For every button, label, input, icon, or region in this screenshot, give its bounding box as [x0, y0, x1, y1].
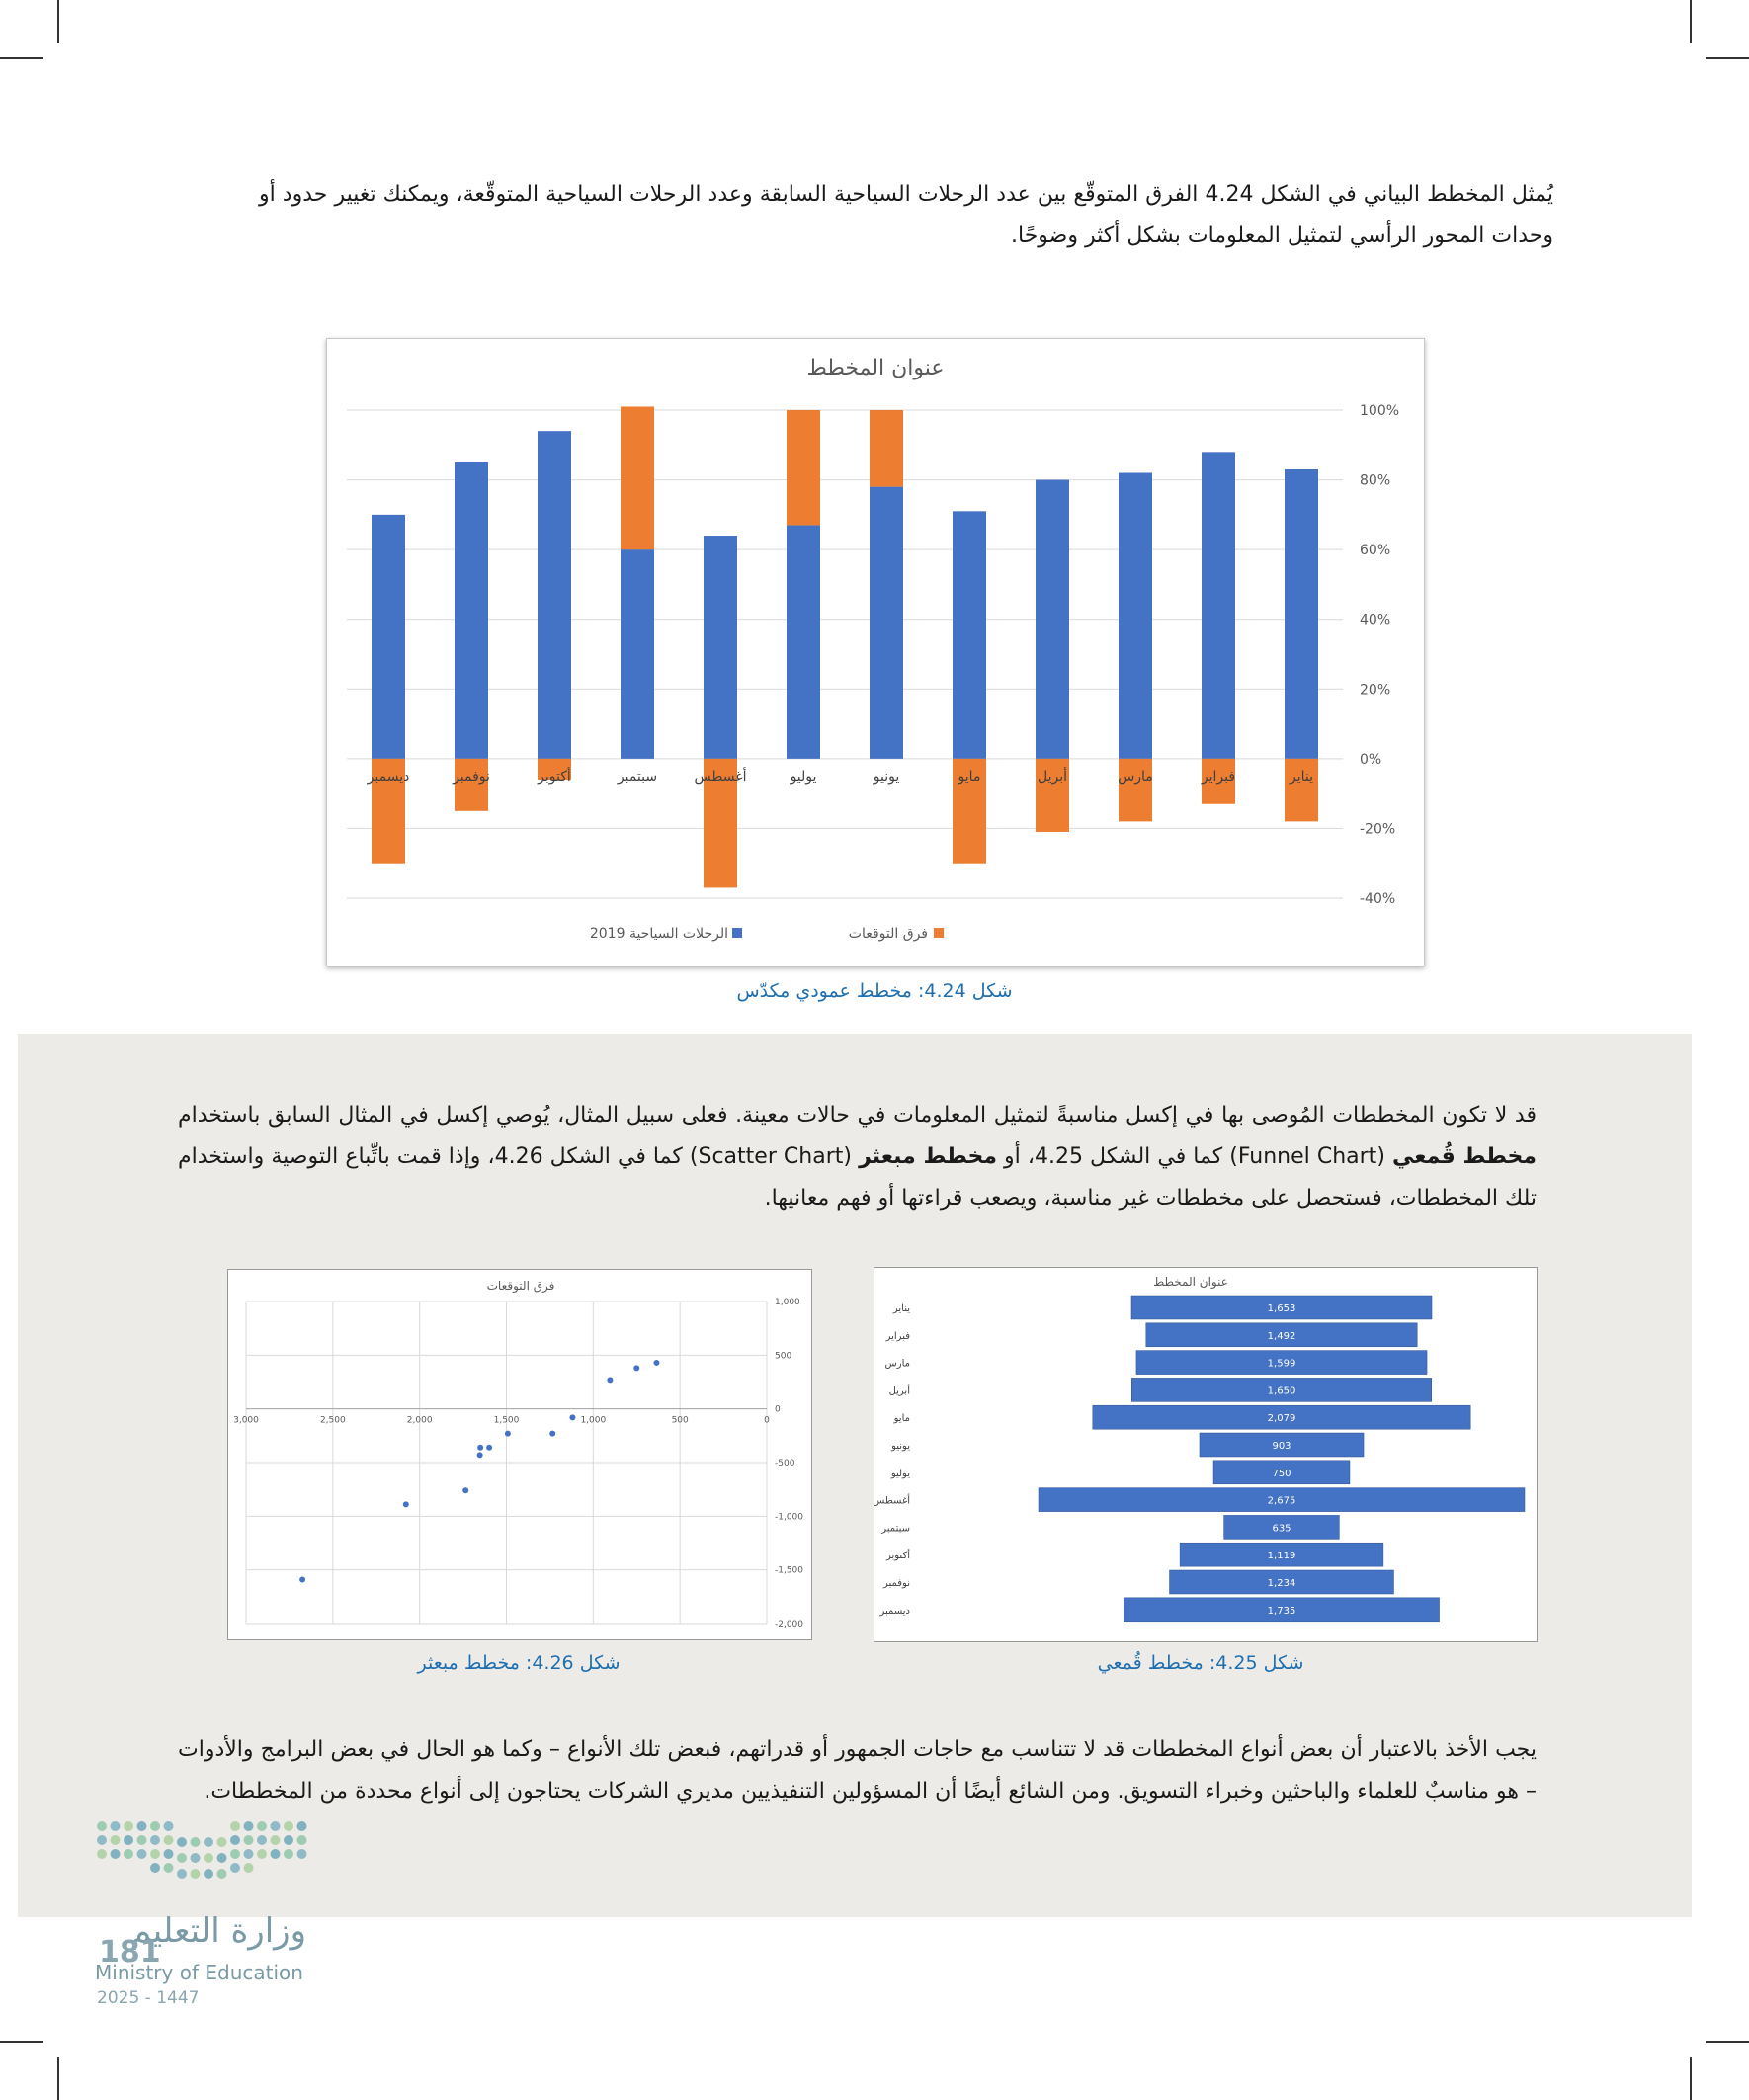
- scatter-point: [299, 1576, 305, 1582]
- scatter-point: [633, 1365, 639, 1371]
- bar-trips-2019: [1119, 473, 1152, 759]
- box-text-part2: (Funnel Chart) كما في الشكل 4.25، أو: [996, 1144, 1392, 1169]
- funnel-value-label: 1,653: [1267, 1303, 1296, 1314]
- logo-dot: [177, 1869, 187, 1879]
- legend-swatch: [732, 928, 742, 938]
- logo-dot: [177, 1837, 187, 1847]
- logo-dot: [284, 1849, 293, 1859]
- logo-dot: [124, 1849, 133, 1859]
- page-number: 181: [99, 1935, 161, 1970]
- logo-dot: [217, 1853, 227, 1863]
- logo-dot: [137, 1821, 147, 1831]
- x-tick-label: 1,500: [493, 1415, 520, 1426]
- funnel-category-label: أبريل: [888, 1386, 910, 1397]
- y-tick-label: 1,000: [775, 1298, 800, 1307]
- logo-dot: [150, 1835, 160, 1845]
- funnel-value-label: 1,735: [1267, 1605, 1296, 1617]
- box-paragraph-2: يجب الأخذ بالاعتبار أن بعض أنواع المخططات قد لا تتناسب مع حاجات الجمهور أو قدراتهم، فبعض تلك الأنواع – وكما هو الحال في بعض البرامج والأدوات – هو مناسبٌ للعلماء والباحثين وخبراء التسويق. ومن الشائع أيضًا أن المسؤولين التنفيذيين مديري الشركات يحتاجون إلى أنواع محددة من المخططات.: [178, 1737, 1537, 1804]
- scatter-point: [549, 1431, 555, 1437]
- logo-dot: [191, 1869, 201, 1879]
- scatter-point: [477, 1452, 483, 1458]
- funnel-value-label: 2,675: [1267, 1495, 1296, 1507]
- box-text-part3: (Scatter Chart) كما في الشكل 4.26، وإذا قمت باتِّباع التوصية واستخدام تلك المخططات، فستحصل على مخططات غير مناسبة، ويصعب قراءتها أو فهم معانيها.: [178, 1144, 1537, 1211]
- funnel-value-label: 1,599: [1267, 1358, 1296, 1370]
- stacked-chart-svg: [327, 339, 1424, 966]
- bar-trips-2019: [372, 515, 405, 759]
- logo-dot: [284, 1835, 293, 1845]
- x-category-label: أبريل: [1037, 768, 1068, 785]
- scatter-point: [653, 1360, 659, 1366]
- logo-dot: [230, 1835, 240, 1845]
- logo-dot: [97, 1821, 107, 1831]
- logo-dot: [111, 1835, 121, 1845]
- logo-arabic: وزارة التعليم: [130, 1911, 306, 1951]
- logo-dot: [204, 1837, 213, 1847]
- logo-english: Ministry of Education: [95, 1961, 303, 1984]
- crop-mark: [0, 2041, 43, 2043]
- funnel-category-label: ديسمبر: [879, 1605, 910, 1617]
- x-category-label: أغسطس: [694, 768, 747, 785]
- bar-trips-2019: [621, 549, 654, 759]
- x-category-label: فبراير: [1201, 768, 1236, 785]
- logo-dot: [257, 1835, 267, 1845]
- logo-dot: [150, 1849, 160, 1859]
- logo-dot: [230, 1863, 240, 1873]
- y-tick-label: -2,000: [775, 1620, 804, 1630]
- x-tick-label: 2,000: [406, 1415, 433, 1426]
- x-category-label: يونيو: [873, 768, 900, 785]
- logo-dot: [284, 1821, 293, 1831]
- funnel-category-label: أكتوبر: [885, 1551, 910, 1562]
- logo-dot: [164, 1821, 174, 1831]
- scatter-point: [462, 1487, 468, 1493]
- y-tick-label: 0: [775, 1404, 781, 1415]
- crop-mark: [1706, 2041, 1749, 2043]
- logo-dot: [97, 1835, 107, 1845]
- scatter-point: [477, 1445, 483, 1451]
- bar-trips-2019: [1036, 480, 1069, 759]
- y-tick-label: -40%: [1360, 891, 1396, 907]
- bar-trips-2019: [1285, 469, 1318, 759]
- logo-dot: [297, 1835, 307, 1845]
- bar-trips-2019: [704, 536, 737, 759]
- bar-forecast-diff: [621, 406, 654, 549]
- crop-mark: [0, 57, 43, 59]
- x-category-label: نوفمبر: [453, 768, 490, 785]
- chart-title: عنوان المخطط: [1153, 1275, 1228, 1289]
- bar-trips-2019: [870, 487, 903, 759]
- bar-forecast-diff: [870, 410, 903, 487]
- y-tick-label: 500: [775, 1351, 792, 1362]
- logo-dot: [244, 1835, 254, 1845]
- ministry-logo-dots-icon: [94, 1816, 321, 1895]
- funnel-chart: [874, 1267, 1538, 1642]
- legend-label: الرحلات السياحية 2019: [589, 926, 728, 942]
- scatter-point: [607, 1377, 613, 1383]
- legend-swatch: [934, 928, 944, 938]
- chart-title: فرق التوقعات: [486, 1279, 555, 1293]
- y-tick-label: -20%: [1360, 821, 1396, 838]
- logo-dot: [150, 1821, 160, 1831]
- logo-dot: [217, 1869, 227, 1879]
- crop-mark: [57, 2057, 59, 2100]
- logo-dot: [204, 1853, 213, 1863]
- funnel-category-label: سبتمبر: [881, 1523, 910, 1535]
- logo-dot: [111, 1849, 121, 1859]
- x-tick-label: 1,000: [580, 1415, 607, 1426]
- funnel-category-label: فبراير: [885, 1330, 910, 1342]
- fig-4-25-caption: شكل 4.25: مخطط قُمعي: [1097, 1652, 1304, 1674]
- scatter-chart: [227, 1269, 812, 1640]
- logo-dot: [217, 1837, 227, 1847]
- scatter-chart-svg: [228, 1270, 811, 1639]
- logo-dot: [150, 1863, 160, 1873]
- x-tick-label: 0: [764, 1415, 770, 1426]
- logo-dot: [244, 1849, 254, 1859]
- logo-dot: [164, 1863, 174, 1873]
- bar-trips-2019: [538, 431, 571, 759]
- crop-mark: [1706, 57, 1749, 59]
- logo-dot: [164, 1835, 174, 1845]
- chart-title: عنوان المخطط: [806, 356, 945, 380]
- intro-paragraph: يُمثل المخطط البياني في الشكل 4.24 الفرق المتوقّع بين عدد الرحلات السياحية السابقة وعدد الرحلات السياحية المتوقّعة، ويمكنك تغيير حدود أو وحدات المحور الرأسي لتمثيل المعلومات بشكل أكثر وضوحًا.: [259, 182, 1553, 248]
- logo-dot: [257, 1821, 267, 1831]
- logo-dot: [191, 1837, 201, 1847]
- funnel-chart-svg: [874, 1268, 1537, 1641]
- logo-dot: [230, 1821, 240, 1831]
- funnel-value-label: 1,492: [1267, 1330, 1296, 1342]
- logo-dot: [271, 1821, 281, 1831]
- funnel-value-label: 635: [1272, 1523, 1291, 1535]
- logo-dot: [124, 1835, 133, 1845]
- x-category-label: يوليو: [790, 768, 817, 785]
- logo-dot: [297, 1849, 307, 1859]
- fig-4-26-caption: شكل 4.26: مخطط مبعثر: [417, 1652, 621, 1674]
- logo-dot: [137, 1849, 147, 1859]
- x-category-label: مارس: [1118, 768, 1153, 785]
- logo-dot: [297, 1821, 307, 1831]
- x-category-label: ديسمبر: [367, 768, 410, 785]
- funnel-value-label: 1,650: [1267, 1386, 1296, 1397]
- funnel-category-label: يوليو: [890, 1468, 910, 1479]
- x-category-label: يناير: [1289, 768, 1314, 785]
- x-tick-label: 3,000: [233, 1415, 259, 1426]
- box-paragraph-1: [178, 1095, 1537, 1219]
- funnel-category-label: يونيو: [891, 1441, 910, 1452]
- logo-dot: [271, 1849, 281, 1859]
- x-category-label: أكتوبر: [538, 768, 571, 785]
- x-tick-label: 500: [671, 1415, 689, 1426]
- logo-dot: [137, 1835, 147, 1845]
- logo-dot: [97, 1849, 107, 1859]
- fig-4-24-caption: شكل 4.24: مخطط عمودي مكدّس: [736, 980, 1013, 1002]
- funnel-value-label: 903: [1272, 1441, 1291, 1452]
- logo-dot: [257, 1849, 267, 1859]
- funnel-category-label: نوفمبر: [882, 1578, 910, 1589]
- scatter-point: [505, 1431, 511, 1437]
- box-text-part1: قد لا تكون المخططات المُوصى بها في إكسل مناسبةً لتمثيل المعلومات في حالات معينة. فعلى سبيل المثال، يُوصي إكسل في المثال السابق باستخدام: [178, 1103, 1537, 1128]
- logo-dot: [191, 1853, 201, 1863]
- scatter-point: [486, 1445, 492, 1451]
- logo-dot: [244, 1863, 254, 1873]
- funnel-value-label: 750: [1272, 1468, 1291, 1479]
- y-tick-label: -1,000: [775, 1512, 804, 1523]
- funnel-category-label: أغسطس: [874, 1495, 910, 1507]
- y-tick-label: 100%: [1360, 403, 1400, 419]
- logo-dot: [124, 1821, 133, 1831]
- bar-trips-2019: [1202, 452, 1235, 759]
- crop-mark: [1690, 2057, 1692, 2100]
- bar-forecast-diff: [787, 410, 820, 525]
- bar-trips-2019: [953, 511, 986, 759]
- logo-dot: [164, 1849, 174, 1859]
- logo-dot: [204, 1869, 213, 1879]
- funnel-category-label: مايو: [893, 1413, 910, 1425]
- scatter-term: مخطط مبعثر: [859, 1144, 997, 1169]
- legend-label: فرق التوقعات: [848, 926, 928, 942]
- y-tick-label: -1,500: [775, 1565, 804, 1576]
- y-tick-label: 0%: [1360, 751, 1382, 768]
- funnel-value-label: 1,119: [1267, 1551, 1296, 1562]
- logo-dot: [230, 1849, 240, 1859]
- x-category-label: مايو: [958, 768, 981, 785]
- bar-forecast-diff: [455, 759, 488, 811]
- scatter-point: [569, 1414, 575, 1420]
- bar-trips-2019: [455, 462, 488, 759]
- logo-dot: [177, 1853, 187, 1863]
- funnel-category-label: مارس: [884, 1358, 910, 1370]
- funnel-value-label: 1,234: [1267, 1578, 1296, 1589]
- scatter-point: [403, 1501, 409, 1507]
- logo-year: 2025 - 1447: [97, 1988, 200, 2008]
- funnel-category-label: يناير: [892, 1303, 910, 1314]
- y-tick-label: 20%: [1360, 682, 1391, 699]
- crop-mark: [1690, 0, 1692, 43]
- y-tick-label: 80%: [1360, 472, 1391, 489]
- funnel-value-label: 2,079: [1267, 1413, 1296, 1425]
- y-tick-label: 40%: [1360, 612, 1391, 629]
- logo-dot: [111, 1821, 121, 1831]
- y-tick-label: -500: [775, 1459, 795, 1469]
- y-tick-label: 60%: [1360, 543, 1391, 559]
- logo-dot: [271, 1835, 281, 1845]
- bar-trips-2019: [787, 525, 820, 758]
- logo-dot: [244, 1821, 254, 1831]
- crop-mark: [57, 0, 59, 43]
- stacked-column-chart: [326, 338, 1425, 966]
- funnel-term: مخطط قُمعي: [1391, 1144, 1538, 1169]
- x-category-label: سبتمبر: [617, 768, 658, 785]
- x-tick-label: 2,500: [319, 1415, 346, 1426]
